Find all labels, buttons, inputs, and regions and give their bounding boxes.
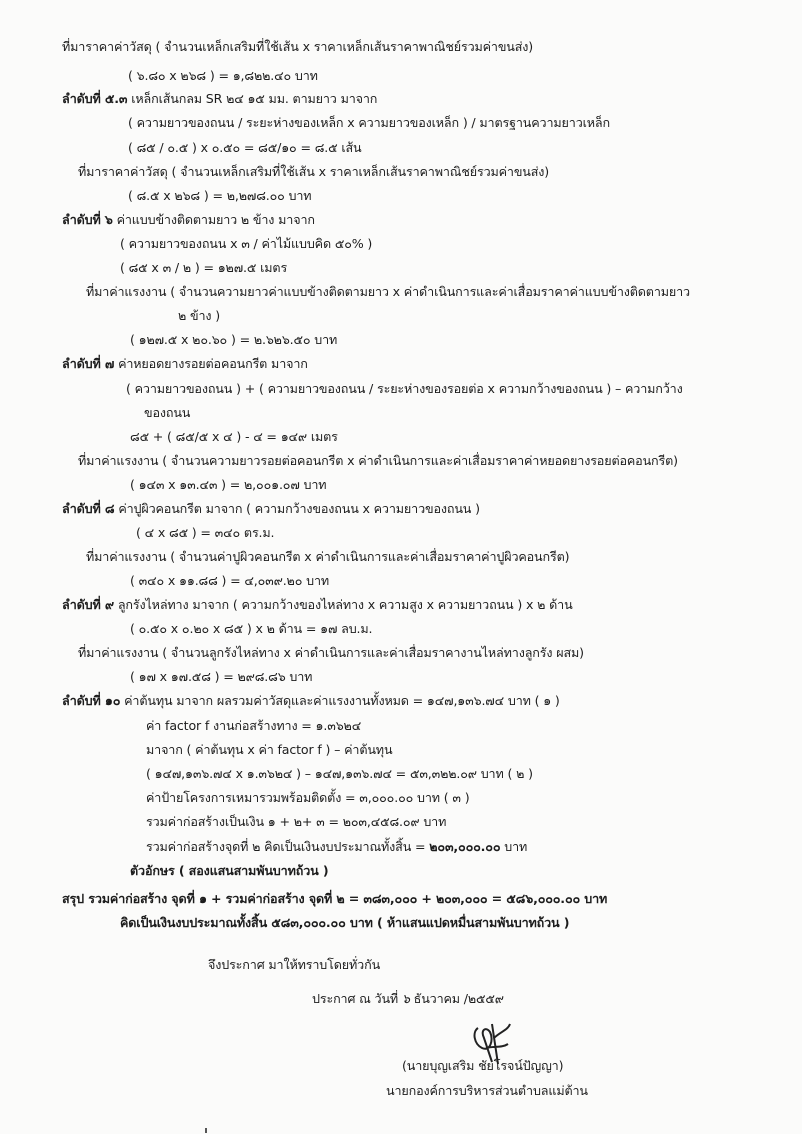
labor-source-line: ที่มาค่าแรงงาน ( จำนวนความยาวค่าแบบข้างติดตามยาว x ค่าดำเนินการและค่าเสื่อมราคาค่าแบบข้างติดตามยาว bbox=[86, 284, 690, 299]
item-7-heading bbox=[62, 355, 308, 372]
item-title: ค่าแบบข้างติดตามยาว ๒ ข้าง มาจาก bbox=[112, 212, 315, 227]
calc-line: ( ๘๕ / ๐.๕ ) x ๐.๕๐ = ๘๕/๑๐ = ๘.๕ เส้น bbox=[128, 140, 362, 155]
labor-source-line: ที่มาค่าแรงงาน ( จำนวนความยาวรอยต่อคอนกรีต x ค่าดำเนินการและค่าเสื่อมราคาค่าหยอดยางรอยต่อคอนกรีต) bbox=[78, 453, 678, 468]
date-day: ๖ bbox=[401, 991, 410, 1006]
calc-line: ( ๑๔๗,๑๓๖.๗๔ x ๑.๓๖๒๔ ) – ๑๔๗,๑๓๖.๗๔ = ๕๓,๓๒๒.๐๙ บาท ( ๒ ) bbox=[146, 766, 533, 781]
formula-line-cont: ของถนน bbox=[144, 405, 191, 420]
item-label: ลำดับที่ ๖ bbox=[62, 212, 113, 227]
announcement-statement: จึงประกาศ มาให้ทราบโดยทั่วกัน bbox=[208, 957, 381, 972]
labor-source-line: ที่มาค่าแรงงาน ( จำนวนลูกรังไหล่ทาง x ค่าดำเนินการและค่าเสื่อมราคางานไหล่ทางลูกรัง ผสม) bbox=[78, 645, 584, 660]
item-6-heading bbox=[62, 211, 315, 228]
item-title: เหล็กเส้นกลม SR ๒๔ ๑๕ มม. ตามยาว มาจาก bbox=[127, 91, 378, 106]
signer-name: (นายบุญเสริม ชัยโรจน์ปัญญา) bbox=[402, 1058, 564, 1073]
formula-line: ( ความยาวของถนน / ระยะห่างของเหล็ก x ความยาวของเหล็ก ) / มาตรฐานความยาวเหล็ก bbox=[128, 115, 610, 130]
item-8-heading bbox=[62, 500, 480, 517]
total-amount: ๒๐๓,๐๐๐.๐๐ bbox=[429, 839, 501, 854]
labor-source-line: ที่มาค่าแรงงาน ( จำนวนค่าปูผิวคอนกรีต x ค่าดำเนินการและค่าเสื่อมราคาค่าปูผิวคอนกรีต) bbox=[86, 549, 570, 564]
labor-cost-calc: ( ๓๔๐ x ๑๑.๘๘ ) = ๔,๐๓๙.๒๐ บาท bbox=[130, 573, 330, 588]
total-unit: บาท bbox=[500, 839, 528, 854]
item-9-heading bbox=[62, 596, 573, 613]
material-cost-calc: ( ๘.๕ x ๒๖๘ ) = ๒,๒๗๘.๐๐ บาท bbox=[128, 188, 312, 203]
formula-line: ( ความยาวของถนน x ๓ / ค่าไม้แบบคิด ๕๐% ) bbox=[120, 236, 373, 251]
labor-cost-calc: ( ๑๗ x ๑๗.๕๘ ) = ๒๙๘.๘๖ บาท bbox=[130, 669, 313, 684]
calc-line: ( ๐.๕๐ x ๐.๒๐ x ๘๕ ) x ๒ ด้าน = ๑๗ ลบ.ม. bbox=[130, 621, 373, 636]
labor-cost-calc: ( ๑๔๓ x ๑๓.๔๓ ) = ๒,๐๐๑.๐๗ บาท bbox=[130, 477, 327, 492]
material-source-line: ที่มาราคาค่าวัสดุ ( จำนวนเหล็กเสริมที่ใช้เส้น x ราคาเหล็กเส้นราคาพาณิชย์รวมค่าขนส่ง) bbox=[78, 164, 550, 179]
calc-line: ( ๔ x ๘๕ ) = ๓๔๐ ตร.ม. bbox=[136, 525, 275, 540]
date-prefix: ประกาศ ณ วันที่ bbox=[312, 991, 402, 1006]
summary-line: สรุป รวมค่าก่อสร้าง จุดที่ ๑ + รวมค่าก่อสร้าง จุดที่ ๒ = ๓๘๓,๐๐๐ + ๒๐๓,๐๐๐ = ๕๘๖,๐๐๐.๐๐ บาท bbox=[62, 891, 608, 906]
formula-line: ( ความยาวของถนน ) + ( ความยาวของถนน / ระยะห่างของรอยต่อ x ความกว้างของถนน ) – ความกว้าง bbox=[126, 381, 683, 396]
item-label: ลำดับที่ ๘ bbox=[62, 501, 115, 516]
item-title: ค่าต้นทุน มาจาก ผลรวมค่าวัสดุและค่าแรงงานทั้งหมด = ๑๔๗,๑๓๖.๗๔ บาท ( ๑ ) bbox=[120, 693, 560, 708]
item-title: ลูกรังไหล่ทาง มาจาก ( ความกว้างของไหล่ทาง x ความสูง x ความยาวถนน ) x ๒ ด้าน bbox=[113, 597, 573, 612]
item-label: ลำดับที่ ๕.๓ bbox=[62, 91, 128, 106]
total-label: รวมค่าก่อสร้างจุดที่ ๒ คิดเป็นเงินงบประมาณทั้งสิ้น = bbox=[146, 839, 430, 854]
signer-title: นายกองค์การบริหารส่วนตำบลแม่ต้าน bbox=[386, 1083, 588, 1098]
formula-line: มาจาก ( ค่าต้นทุน x ค่า factor f ) – ค่าต้นทุน bbox=[146, 742, 393, 757]
calc-line: ๘๕ + ( ๘๕/๕ x ๔ ) - ๔ = ๑๔๙ เมตร bbox=[130, 429, 338, 444]
factor-line: ค่า factor f งานก่อสร้างทาง = ๑.๓๖๒๔ bbox=[146, 718, 362, 733]
labor-source-line-cont: ๒ ข้าง ) bbox=[178, 308, 221, 323]
item-10-heading bbox=[62, 692, 560, 709]
item-title: ค่าหยอดยางรอยต่อคอนกรีต มาจาก bbox=[114, 356, 308, 371]
sign-cost-line: ค่าป้ายโครงการเหมารวมพร้อมติดตั้ง = ๓,๐๐๐.๐๐ บาท ( ๓ ) bbox=[146, 790, 470, 805]
material-cost-calc: ( ๖.๘๐ x ๒๖๘ ) = ๑,๘๒๒.๔๐ บาท bbox=[128, 68, 318, 83]
calc-line: ( ๘๕ x ๓ / ๒ ) = ๑๒๗.๕ เมตร bbox=[120, 260, 288, 275]
labor-cost-calc: ( ๑๒๗.๕ x ๒๐.๖๐ ) = ๒.๖๒๖.๕๐ บาท bbox=[130, 332, 338, 347]
item-5-3-heading bbox=[62, 90, 377, 107]
announcement-date bbox=[312, 990, 504, 1007]
item-label: ลำดับที่ ๑๐ bbox=[62, 693, 121, 708]
date-month-year: ธันวาคม /๒๕๕๙ bbox=[409, 991, 504, 1006]
subtotal-line: รวมค่าก่อสร้างเป็นเงิน ๑ + ๒+ ๓ = ๒๐๓,๔๕๘.๐๙ บาท bbox=[146, 814, 447, 829]
amount-in-words: ตัวอักษร ( สองแสนสามพันบาทถ้วน ) bbox=[130, 863, 329, 878]
material-source-line: ที่มาราคาค่าวัสดุ ( จำนวนเหล็กเสริมที่ใช้เส้น x ราคาเหล็กเส้นราคาพาณิชย์รวมค่าขนส่ง) bbox=[62, 39, 534, 54]
item-label: ลำดับที่ ๗ bbox=[62, 356, 115, 371]
scan-mark bbox=[205, 1128, 207, 1133]
item-title: ค่าปูผิวคอนกรีต มาจาก ( ความกว้างของถนน x ความยาวของถนน ) bbox=[114, 501, 480, 516]
item-label: ลำดับที่ ๙ bbox=[62, 597, 114, 612]
point-2-total-line bbox=[146, 838, 527, 855]
budget-total-line: คิดเป็นเงินงบประมาณทั้งสิ้น ๕๘๓,๐๐๐.๐๐ บาท ( ห้าแสนแปดหมื่นสามพันบาทถ้วน ) bbox=[120, 915, 570, 930]
